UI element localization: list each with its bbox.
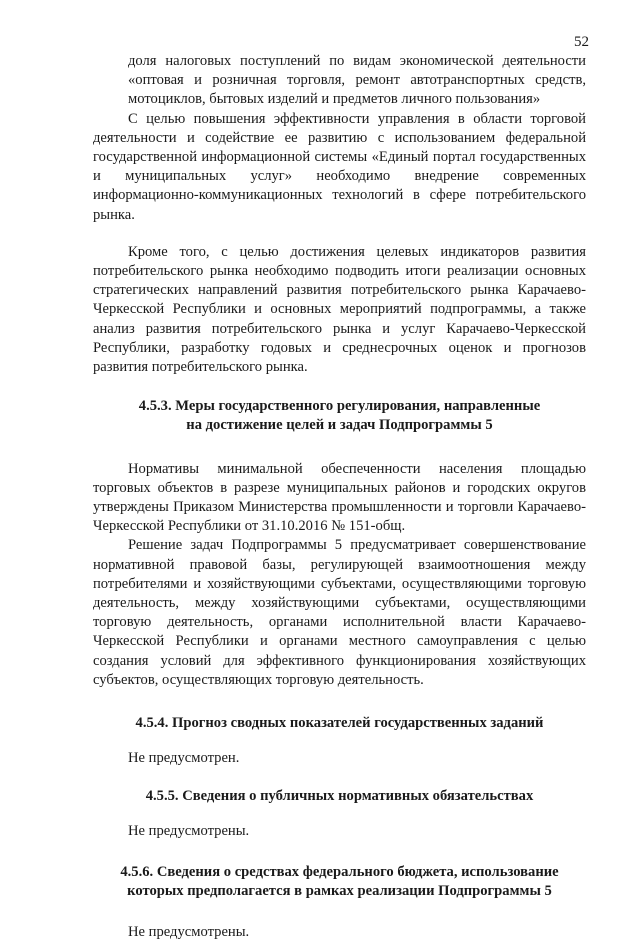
section-454-text: Не предусмотрен. — [128, 750, 240, 767]
section-456-heading — [93, 863, 586, 901]
section-455-text: Не предусмотрены. — [128, 822, 250, 839]
section-453-paragraph2: Решение задач Подпрограммы 5 предусматривает совершенствование нормативной правовой базы, регулирующей взаимоотношения между потребителями и хозяйствующими субъектами, осуществляющими торговую деятельность, между хозяйствующими субъектами, осуществляющими торговую деятельность, органами исполнительной власти Карачаево-Черкесской Республики и органами местного самоуправления с целью создания условий для эффективного функционирования хозяйствующих субъектов, осуществляющих торговую деятельность. — [93, 537, 586, 688]
section-454-heading: 4.5.4. Прогноз сводных показателей государственных заданий — [135, 715, 544, 732]
section-453-heading-line2: на достижение целей и задач Подпрограммы 5 — [186, 417, 493, 434]
page-number: 52 — [574, 34, 589, 50]
section-456-heading-line2: которых предполагается в рамках реализации Подпрограммы 5 — [127, 883, 552, 900]
section-453-paragraph1: Нормативы минимальной обеспеченности населения площадью торговых объектов в разрезе муниципальных районов и городских округов утверждены Приказом Министерства промышленности и торговли Карачаево-Черкесской Республики от 31.10.2016 № 151-общ. — [93, 460, 586, 535]
document-body — [93, 52, 586, 943]
section-455-heading: 4.5.5. Сведения о публичных нормативных обязательствах — [145, 787, 534, 804]
section-453-heading — [93, 397, 586, 435]
section-456-heading-line1: 4.5.6. Сведения о средствах федерального бюджета, использование — [120, 863, 559, 880]
paragraph-efficiency: С целью повышения эффективности управления в области торговой деятельности и содействие ее развитию с использованием федеральной государственной информационной системы «Единый портал государственных и муниципальных услуг» необходимо внедрение современных информационно-коммуникационных технологий в сфере потребительского рынка. — [93, 110, 586, 223]
section-456-text: Не предусмотрены. — [128, 924, 250, 941]
paragraph-continuation: доля налоговых поступлений по видам экономической деятельности «оптовая и розничная торговля, ремонт автотранспортных средств, мотоциклов, бытовых изделий и предметов личного пользования» — [128, 53, 586, 108]
section-453-heading-line1: 4.5.3. Меры государственного регулирования, направленные — [138, 398, 541, 415]
paragraph-indicators: Кроме того, с целью достижения целевых индикаторов развития потребительского рынка необходимо подводить итоги реализации основных стратегических направлений развития потребительского рынка Карачаево-Черкесской Республики и основных мероприятий подпрограммы, а также анализ развития потребительского рынка и услуг Карачаево-Черкесской Республики, разработку годовых и среднесрочных оценок и прогнозов развития потребительского рынка. — [93, 243, 586, 376]
